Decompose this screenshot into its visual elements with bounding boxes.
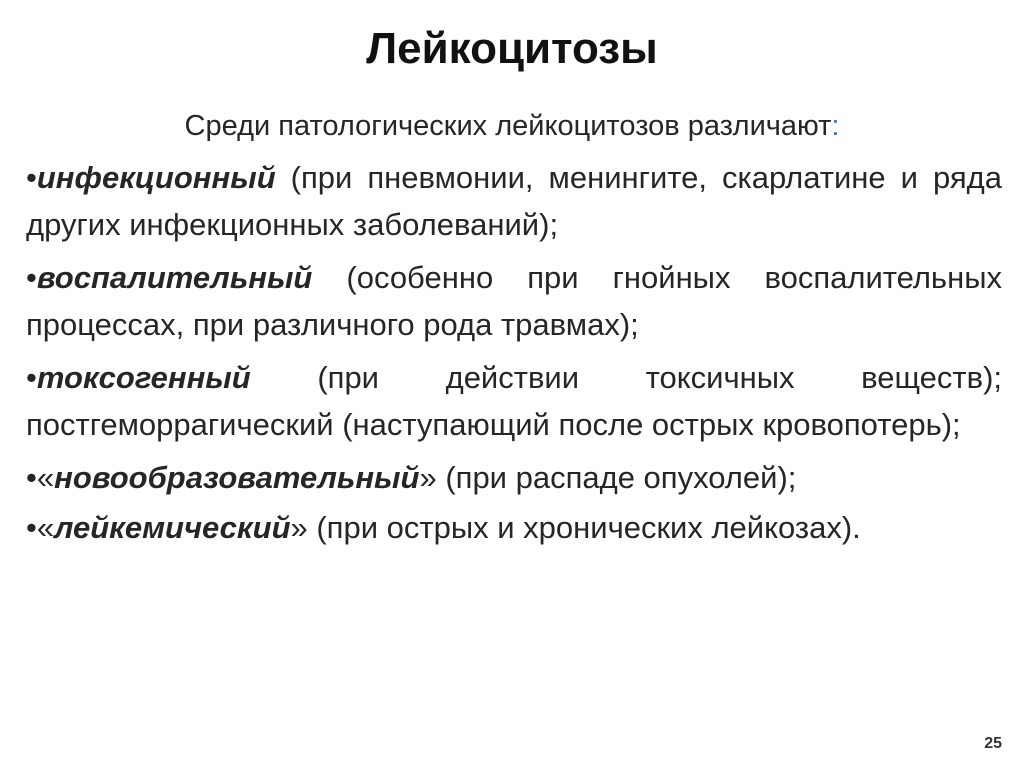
term-suffix: » bbox=[290, 510, 308, 545]
term-suffix: » bbox=[419, 460, 437, 495]
term-name: новообразовательный bbox=[54, 460, 420, 495]
term-name: инфекционный bbox=[36, 160, 276, 195]
bullet-marker: • bbox=[26, 460, 37, 495]
term-description: (особенно при гнойных воспалительных процессах, при различного рода травмах); bbox=[26, 260, 1002, 342]
bullet-marker: • bbox=[26, 360, 37, 395]
term-name: воспалительный bbox=[36, 260, 313, 295]
slide-subtitle bbox=[0, 110, 1024, 143]
subtitle-colon: : bbox=[831, 110, 840, 142]
list-item bbox=[26, 354, 1002, 448]
bullet-list bbox=[26, 154, 1002, 557]
term-description: (при острых и хронических лейкозах). bbox=[307, 510, 861, 545]
list-item bbox=[26, 254, 1002, 348]
subtitle-text: Среди патологических лейкоцитозов различают bbox=[184, 110, 832, 142]
list-item bbox=[26, 504, 1002, 551]
page-number: 25 bbox=[984, 735, 1002, 752]
slide-title: Лейкоцитозы bbox=[366, 24, 658, 73]
bullet-marker: • bbox=[26, 160, 37, 195]
term-prefix: « bbox=[36, 510, 55, 545]
list-item bbox=[26, 154, 1002, 248]
term-description: (при распаде опухолей); bbox=[436, 460, 797, 495]
bullet-marker: • bbox=[26, 260, 37, 295]
term-description: (при действии токсичных веществ); постгеморрагический (наступающий после острых кровопотерь); bbox=[26, 360, 1002, 442]
bullet-marker: • bbox=[26, 510, 37, 545]
term-name: лейкемический bbox=[54, 510, 291, 545]
term-description: (при пневмонии, менингите, скарлатине и ряда других инфекционных заболеваний); bbox=[26, 160, 1002, 242]
term-prefix: « bbox=[36, 460, 55, 495]
term-name: токсогенный bbox=[36, 360, 251, 395]
list-item bbox=[26, 454, 1002, 501]
